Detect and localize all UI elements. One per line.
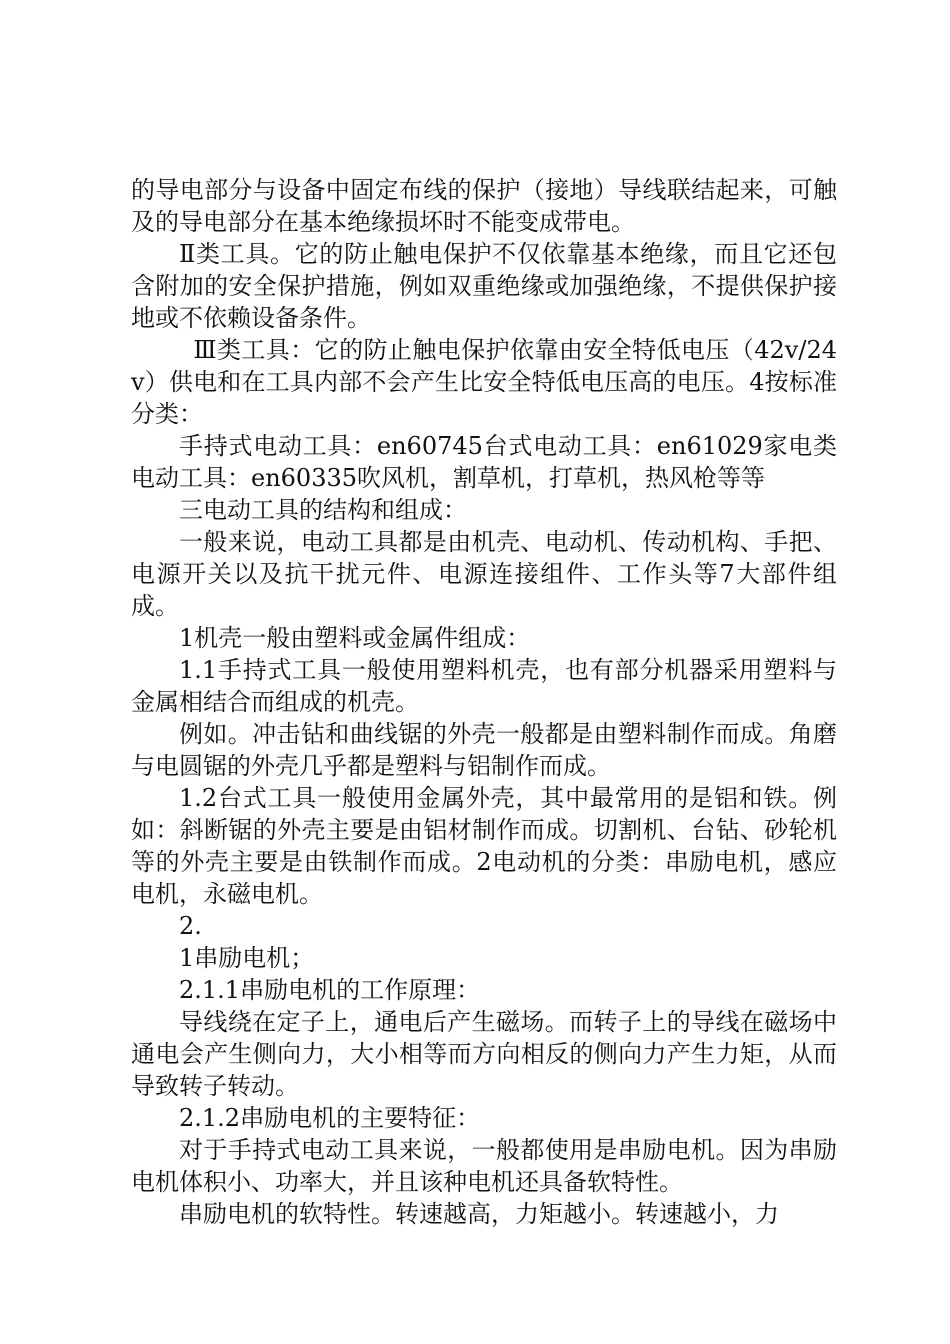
document-page	[131, 174, 837, 1230]
paragraph-1: 的导电部分与设备中固定布线的保护（接地）导线联结起来，可触及的导电部分在基本绝缘损坏时不能变成带电。	[131, 176, 837, 236]
paragraph-10: 1.2台式工具一般使用金属外壳，其中最常用的是铝和铁。例如：斜断锯的外壳主要是由铝材制作而成。切割机、台钻、砂轮机等的外壳主要是由铁制作而成。2电动机的分类：串励电机，感应电机，永磁电机。	[131, 784, 837, 908]
paragraph-2: Ⅱ类工具。它的防止触电保护不仅依靠基本绝缘，而且它还包含附加的安全保护措施，例如双重绝缘或加强绝缘，不提供保护接地或不依赖设备条件。	[131, 240, 837, 332]
paragraph-7: 1机壳一般由塑料或金属件组成：	[179, 624, 531, 652]
paragraph-3: Ⅲ类工具：它的防止触电保护依靠由安全特低电压（42v/24v）供电和在工具内部不会产生比安全特低电压高的电压。4按标准分类：	[131, 336, 837, 428]
paragraph-4: 手持式电动工具：en60745台式电动工具：en61029家电类电动工具：en60335吹风机，割草机，打草机，热风枪等等	[131, 432, 837, 492]
paragraph-17: 串励电机的软特性。转速越高，力矩越小。转速越小，力	[179, 1200, 779, 1228]
paragraph-6: 一般来说，电动工具都是由机壳、电动机、传动机构、手把、电源开关以及抗干扰元件、电源连接组件、工作头等7大部件组成。	[131, 528, 837, 620]
paragraph-8: 1.1手持式工具一般使用塑料机壳，也有部分机器采用塑料与金属相结合而组成的机壳。	[131, 656, 837, 716]
paragraph-15: 2.1.2串励电机的主要特征：	[179, 1104, 481, 1132]
paragraph-11: 2.	[179, 912, 202, 940]
paragraph-9: 例如。冲击钻和曲线锯的外壳一般都是由塑料制作而成。角磨与电圆锯的外壳几乎都是塑料与铝制作而成。	[131, 720, 837, 780]
paragraph-13: 2.1.1串励电机的工作原理：	[179, 976, 481, 1004]
paragraph-14: 导线绕在定子上，通电后产生磁场。而转子上的导线在磁场中通电会产生侧向力，大小相等而方向相反的侧向力产生力矩，从而导致转子转动。	[131, 1008, 837, 1100]
paragraph-16: 对于手持式电动工具来说，一般都使用是串励电机。因为串励电机体积小、功率大，并且该种电机还具备软特性。	[131, 1136, 837, 1196]
paragraph-5: 三电动工具的结构和组成：	[179, 496, 467, 524]
paragraph-12: 1串励电机；	[179, 944, 315, 972]
